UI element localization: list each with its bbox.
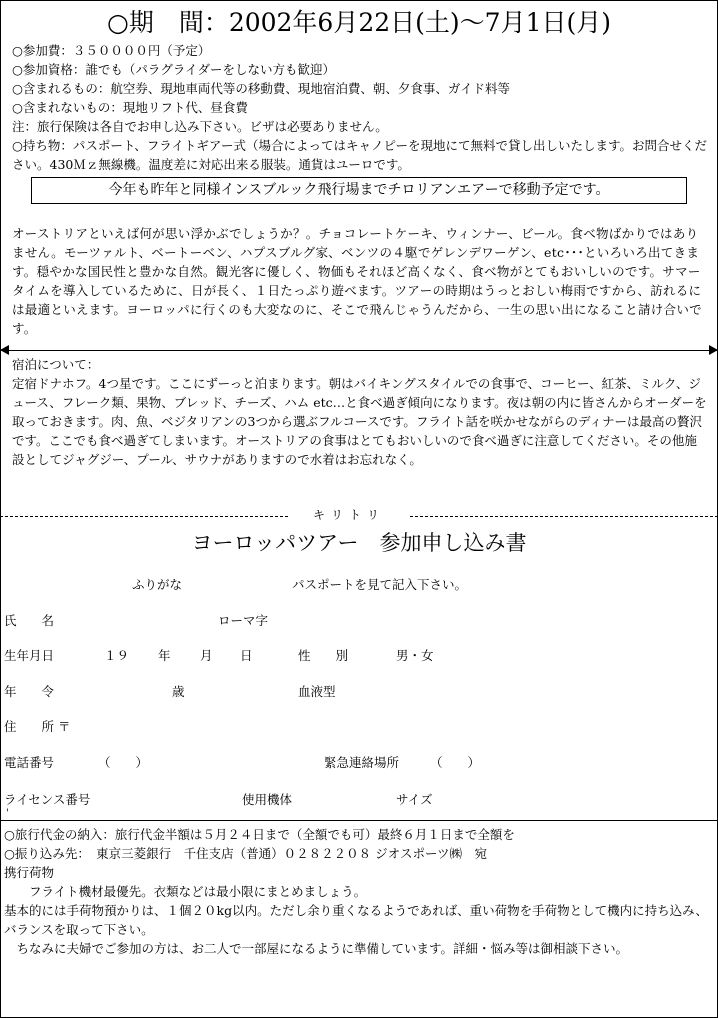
baggage-line-1: フライト機材最優先。衣類などは最小限にまとめましょう。	[4, 884, 367, 899]
belongings-text: ○持ち物：パスポート、フライトギアー式（場合によってはキャノピーを現地にて無料で貸し出しいたします。お問合せください。430Ｍｚ無線機。温度差に対応出来る服装。通貨はユーロです。	[12, 138, 708, 172]
year-label: 年	[158, 648, 171, 663]
glider-label: 使用機体	[242, 792, 293, 807]
month-label: 月	[200, 648, 213, 663]
baggage-line-2: 基本的には手荷物預かりは、１個２０kg以内。ただし余り重くなるようであれば、重い荷物を手荷物として機内に持ち込み、バランスを取って下さい。	[4, 903, 708, 937]
belongings-section	[12, 136, 708, 174]
eligibility-line: ○参加資格：誰でも（パラグライダーをしない方も歓迎）	[12, 62, 336, 77]
age-label: 年 令	[4, 684, 55, 699]
address-label: 住 所 〒	[4, 719, 71, 734]
fee-line: ○参加費：３５００００円（予定）	[12, 43, 211, 58]
cut-line-right	[410, 516, 718, 517]
cut-line-left	[0, 516, 288, 517]
payment-divider	[0, 820, 718, 821]
license-label: ライセンス番号	[4, 792, 91, 807]
section-divider	[0, 350, 718, 351]
not-included-line: ○含まれないもの：現地リフト代、昼食費	[12, 100, 248, 115]
arrow-left-icon	[0, 345, 9, 355]
furigana-label: ふりがな	[132, 577, 183, 592]
phone-area-paren: （ ）	[98, 755, 149, 770]
notice-box: 今年も昨年と同様インスブルック飛行場までチロリアンエアーで移動予定です。	[31, 177, 687, 204]
baggage-heading: 携行荷物	[4, 865, 55, 880]
form-row-birth	[0, 646, 718, 666]
birth-century: １９	[104, 648, 130, 663]
austria-paragraph: オーストリアといえば何が思い浮かぶでしょうか？。チョコレートケーキ、ウィンナー、ビール。食べ物ばかりではありません。モーツァルト、ベートーベン、ハプスブルグ家、ベンツの４駆でゲレンデワーゲン、etc･･･といろいろ出てきます。穏やかな国民性と豊かな自然。観光客に優しく、物価もそれほど高くなく、食べ物がとてもおいしいのです。サマータイムを導入しているために、日が長く、１日たっぷり遊べます。ツアーの時期はうっとおしい梅雨ですから、訪れるには最適といえます。ヨーロッパに行くのも大変なのに、そこで飛んじゃうんだから、一生の思い出になること請け合いです。	[12, 226, 702, 336]
lodging-section	[12, 355, 708, 469]
form-row-age	[0, 682, 718, 702]
lodging-body: 定宿ドナホフ。4つ星です。ここにずーっと泊まります。朝はバイキングスタイルでの食事で、コーヒー、紅茶、ミルク、ジュース、フレーク類、果物、ブレッド、チーズ、ハム etc…と食べ過ぎ傾向になります。夜は朝の内に皆さんからオーダーを取っておきます。肉、魚、ベジタリアンの3つから選ぶフルコースです。フライト話を咲かせながらのディナーは最高の贅沢です。ここでも食べ過ぎてしまいます。オーストリアの食事はとてもおいしいので食べ過ぎに注意してください。その他施設としてジャグジー、プール、サウナがありますので水着はお忘れなく。	[12, 376, 707, 467]
blood-label: 血液型	[298, 684, 336, 699]
period-title: ○期 間：2002年6月22日(土)～7月1日(月)	[107, 8, 611, 37]
sex-options: 男・女	[396, 648, 434, 663]
age-unit: 歳	[172, 684, 185, 699]
day-label: 日	[240, 648, 253, 663]
name-label: 氏 名	[4, 613, 55, 628]
phone-label: 電話番号	[4, 755, 55, 770]
transfer-line: ○振り込み先： 東京三菱銀行 千住支店（普通）０２８２２０８ ジオスポーツ㈱ 宛	[4, 846, 488, 861]
austria-section	[12, 224, 708, 338]
stray-mark: '	[6, 808, 9, 819]
lodging-heading: 宿泊について：	[12, 357, 100, 372]
form-row-license	[0, 790, 718, 810]
form-row-phone	[0, 753, 718, 773]
cut-line-label: キリトリ	[312, 508, 385, 522]
info-section	[12, 41, 708, 136]
passport-note: パスポートを見て記入下さい。	[292, 577, 468, 592]
form-row-name	[0, 611, 718, 631]
emergency-area-paren: （ ）	[430, 755, 481, 770]
form-title: ヨーロッパツアー 参加申し込み書	[191, 531, 527, 555]
included-line: ○含まれるもの：航空券、現地車両代等の移動費、現地宿泊費、朝、夕食事、ガイド料等	[12, 81, 511, 96]
insurance-note: 注：旅行保険は各自でお申し込み下さい。ビザは必要ありません。	[12, 119, 388, 134]
deposit-line: ○旅行代金の納入：旅行代金半額は５月２４日まで（全額でも可）最終６月１日まで全額を	[4, 827, 515, 842]
baggage-rules	[4, 901, 710, 958]
arrow-right-icon	[709, 345, 718, 355]
form-row-address	[0, 717, 718, 737]
sex-label: 性 別	[298, 648, 349, 663]
romaji-label: ローマ字	[218, 613, 269, 628]
birth-label: 生年月日	[4, 648, 55, 663]
emergency-label: 緊急連絡場所	[324, 755, 400, 770]
payment-section	[4, 825, 710, 901]
size-label: サイズ	[396, 792, 433, 807]
form-row-furigana	[0, 575, 718, 595]
couples-note: ちなみに夫婦でご参加の方は、お二人で一部屋になるように準備しています。詳細・悩み等は御相談下さい。	[4, 941, 629, 956]
